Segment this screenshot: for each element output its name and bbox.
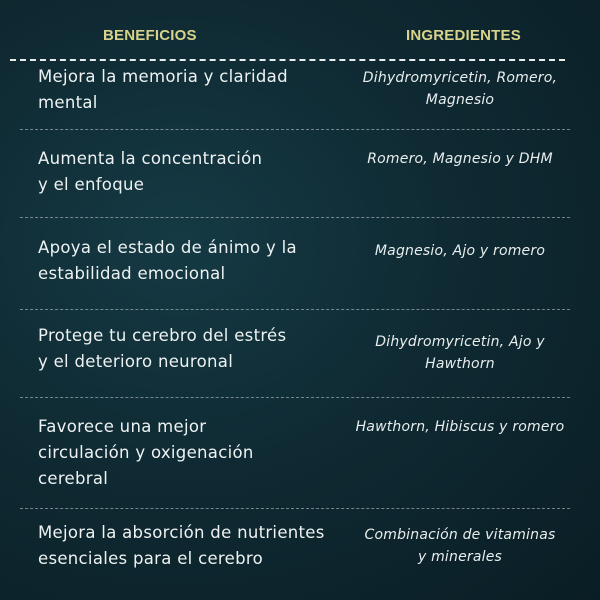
benefit-line: Mejora la memoria y claridad bbox=[38, 67, 288, 86]
benefit-line: Aumenta la concentración bbox=[38, 149, 263, 168]
benefit-cell bbox=[38, 64, 338, 116]
benefit-line: y el deterioro neuronal bbox=[38, 352, 234, 371]
ingredient-line: Magnesio, Ajo y romero bbox=[374, 243, 546, 259]
benefit-cell bbox=[38, 235, 338, 287]
ingredients-column-header: INGREDIENTES bbox=[406, 27, 521, 44]
row-divider bbox=[20, 129, 570, 130]
ingredients-cell bbox=[345, 331, 575, 375]
ingredients-cell bbox=[345, 67, 575, 111]
benefit-line: Favorece una mejor bbox=[38, 417, 207, 436]
ingredients-cell bbox=[345, 416, 575, 438]
benefit-cell bbox=[38, 414, 338, 492]
ingredient-line: Romero, Magnesio y DHM bbox=[367, 151, 553, 167]
benefit-line: estabilidad emocional bbox=[38, 264, 226, 283]
benefit-cell bbox=[38, 520, 338, 572]
ingredient-line: Dihydromyricetin, Ajo y bbox=[375, 334, 545, 350]
benefit-cell bbox=[38, 146, 338, 198]
ingredient-line: Hawthorn bbox=[425, 356, 495, 372]
ingredients-cell bbox=[345, 524, 575, 568]
ingredient-line: Magnesio bbox=[425, 92, 495, 108]
header-divider bbox=[10, 59, 565, 61]
ingredients-cell bbox=[345, 240, 575, 262]
benefit-line: esenciales para el cerebro bbox=[38, 549, 263, 568]
row-divider bbox=[20, 508, 570, 509]
row-divider bbox=[20, 309, 570, 310]
benefit-cell bbox=[38, 323, 338, 375]
ingredient-line: Dihydromyricetin, Romero, bbox=[362, 70, 558, 86]
benefit-line: Mejora la absorción de nutrientes bbox=[38, 523, 325, 542]
row-divider bbox=[20, 217, 570, 218]
row-divider bbox=[20, 397, 570, 398]
benefit-line: y el enfoque bbox=[38, 175, 145, 194]
benefit-line: Protege tu cerebro del estrés bbox=[38, 326, 287, 345]
benefit-line: circulación y oxigenación bbox=[38, 443, 254, 462]
ingredient-line: Hawthorn, Hibiscus y romero bbox=[355, 419, 565, 435]
benefit-line: cerebral bbox=[38, 469, 109, 488]
benefits-column-header: BENEFICIOS bbox=[103, 27, 197, 44]
table-header bbox=[0, 0, 600, 62]
ingredient-line: y minerales bbox=[417, 549, 503, 565]
benefit-line: mental bbox=[38, 93, 98, 112]
ingredient-line: Combinación de vitaminas bbox=[364, 527, 556, 543]
benefit-line: Apoya el estado de ánimo y la bbox=[38, 238, 297, 257]
ingredients-cell bbox=[345, 148, 575, 170]
